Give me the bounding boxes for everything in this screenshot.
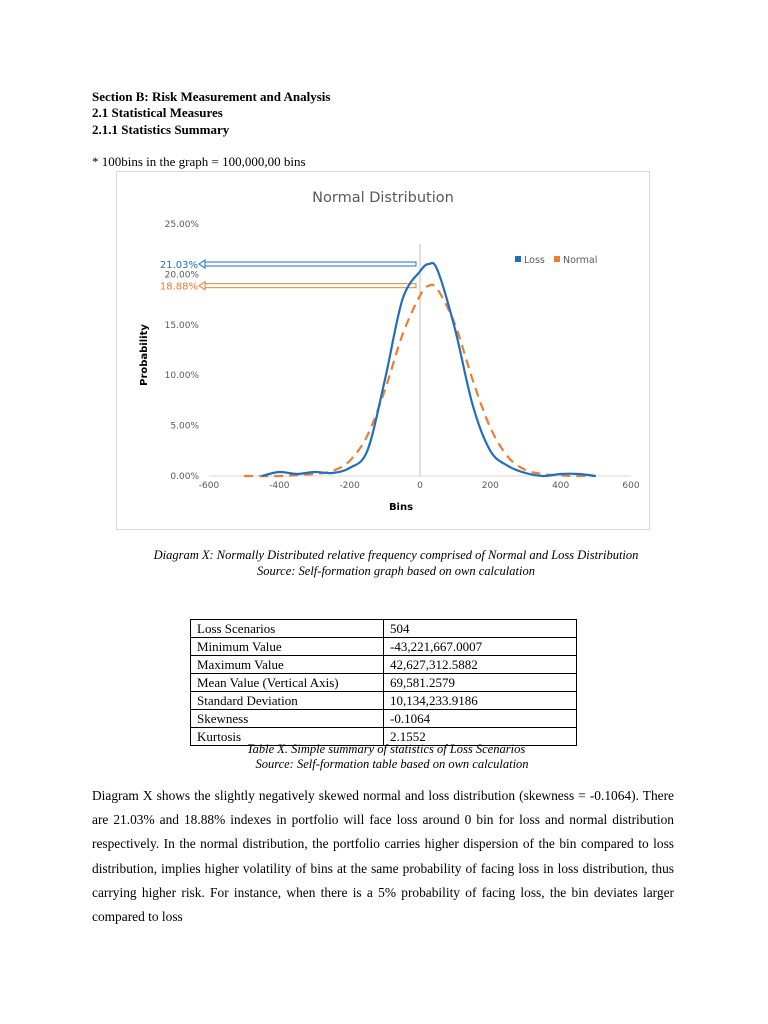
section-heading: Section B: Risk Measurement and Analysis [92, 89, 331, 104]
annotation-arrow [160, 260, 416, 271]
annotation-arrowhead [199, 282, 205, 290]
annotation-arrowhead [199, 260, 205, 268]
x-tick-label: -200 [339, 481, 360, 491]
table-row [191, 710, 577, 728]
table-caption: Table X. Simple summary of statistics of Loss Scenarios [246, 742, 526, 756]
table-row [191, 638, 577, 656]
analysis-paragraph: Diagram X shows the slightly negatively skewed normal and loss distribution (skewness = -0.1064). There are 21.03% and 18.88% indexes in portfolio will face loss around 0 bin for loss and normal distribution respectively. In the normal distribution, the portfolio carries higher dispersion of the bin compared to loss distribution, implies higher volatility of bins at the same probability of facing loss in loss distribution, thus carrying higher risk. For instance, when there is a 5% probability of facing loss, the bin deviates larger compared to loss [92, 788, 674, 925]
x-tick-label: -400 [269, 481, 290, 491]
y-tick-label: 10.00% [164, 371, 199, 382]
annotation-shaft [205, 262, 416, 266]
legend-swatch-normal [554, 256, 560, 262]
x-tick-label: 400 [552, 481, 570, 491]
table-row [191, 620, 577, 638]
table-cell-label: Minimum Value [191, 638, 384, 656]
y-tick-label: 25.00% [164, 220, 199, 230]
x-tick-label: 600 [622, 481, 640, 491]
table-cell-value: 2.1552 [384, 728, 577, 746]
annotation-label: 21.03% [159, 260, 198, 272]
annotation-arrow [160, 282, 416, 293]
table-cell-label: Mean Value (Vertical Axis) [191, 674, 384, 692]
series-line-loss [262, 263, 596, 476]
y-tick-label: 15.00% [164, 320, 199, 331]
table-row [191, 674, 577, 692]
annotation-shaft [205, 284, 416, 288]
table-row [191, 656, 577, 674]
legend-label-normal: Normal [563, 255, 598, 266]
diagram-source: Source: Self-formation graph based on own calculation [257, 564, 535, 578]
diagram-caption: Diagram X: Normally Distributed relative frequency comprised of Normal and Loss Distribution [153, 548, 639, 562]
subsection-heading: 2.1 Statistical Measures [92, 105, 223, 120]
table-cell-value: 69,581.2579 [384, 674, 577, 692]
x-axis [199, 481, 640, 491]
x-tick-label: -600 [198, 481, 220, 491]
bins-note: * 100bins in the graph = 100,000,00 bins [92, 154, 306, 169]
table-cell-label: Kurtosis [191, 728, 384, 746]
annotation-label: 18.88% [159, 281, 198, 293]
chart-title: Normal Distribution [312, 190, 454, 206]
table-cell-value: -43,221,667.0007 [384, 638, 577, 656]
table-cell-value: -0.1064 [384, 710, 577, 728]
legend-label-loss: Loss [524, 255, 545, 266]
y-tick-label: 20.00% [164, 270, 199, 281]
table-source: Source: Self-formation table based on own calculation [255, 757, 529, 771]
y-tick-label: 0.00% [170, 472, 199, 482]
table-cell-value: 42,627,312.5882 [384, 656, 577, 674]
table-cell-label: Skewness [191, 710, 384, 728]
x-tick-label: 200 [481, 481, 499, 491]
table-cell-value: 504 [384, 620, 577, 638]
table-cell-label: Maximum Value [191, 656, 384, 674]
y-tick-label: 5.00% [170, 421, 199, 432]
table-cell-label: Loss Scenarios [191, 620, 384, 638]
legend-swatch-loss [515, 256, 521, 262]
subsubsection-heading: 2.1.1 Statistics Summary [92, 122, 230, 137]
chart-container [116, 171, 650, 530]
table-cell-label: Standard Deviation [191, 692, 384, 710]
statistics-table [190, 619, 577, 746]
normal-distribution-chart [117, 172, 651, 531]
x-tick-label: 0 [417, 481, 423, 491]
x-axis-label: Bins [388, 502, 414, 513]
table-row [191, 692, 577, 710]
y-axis-label: Probability [139, 324, 150, 386]
legend [515, 255, 597, 266]
table-cell-value: 10,134,233.9186 [384, 692, 577, 710]
